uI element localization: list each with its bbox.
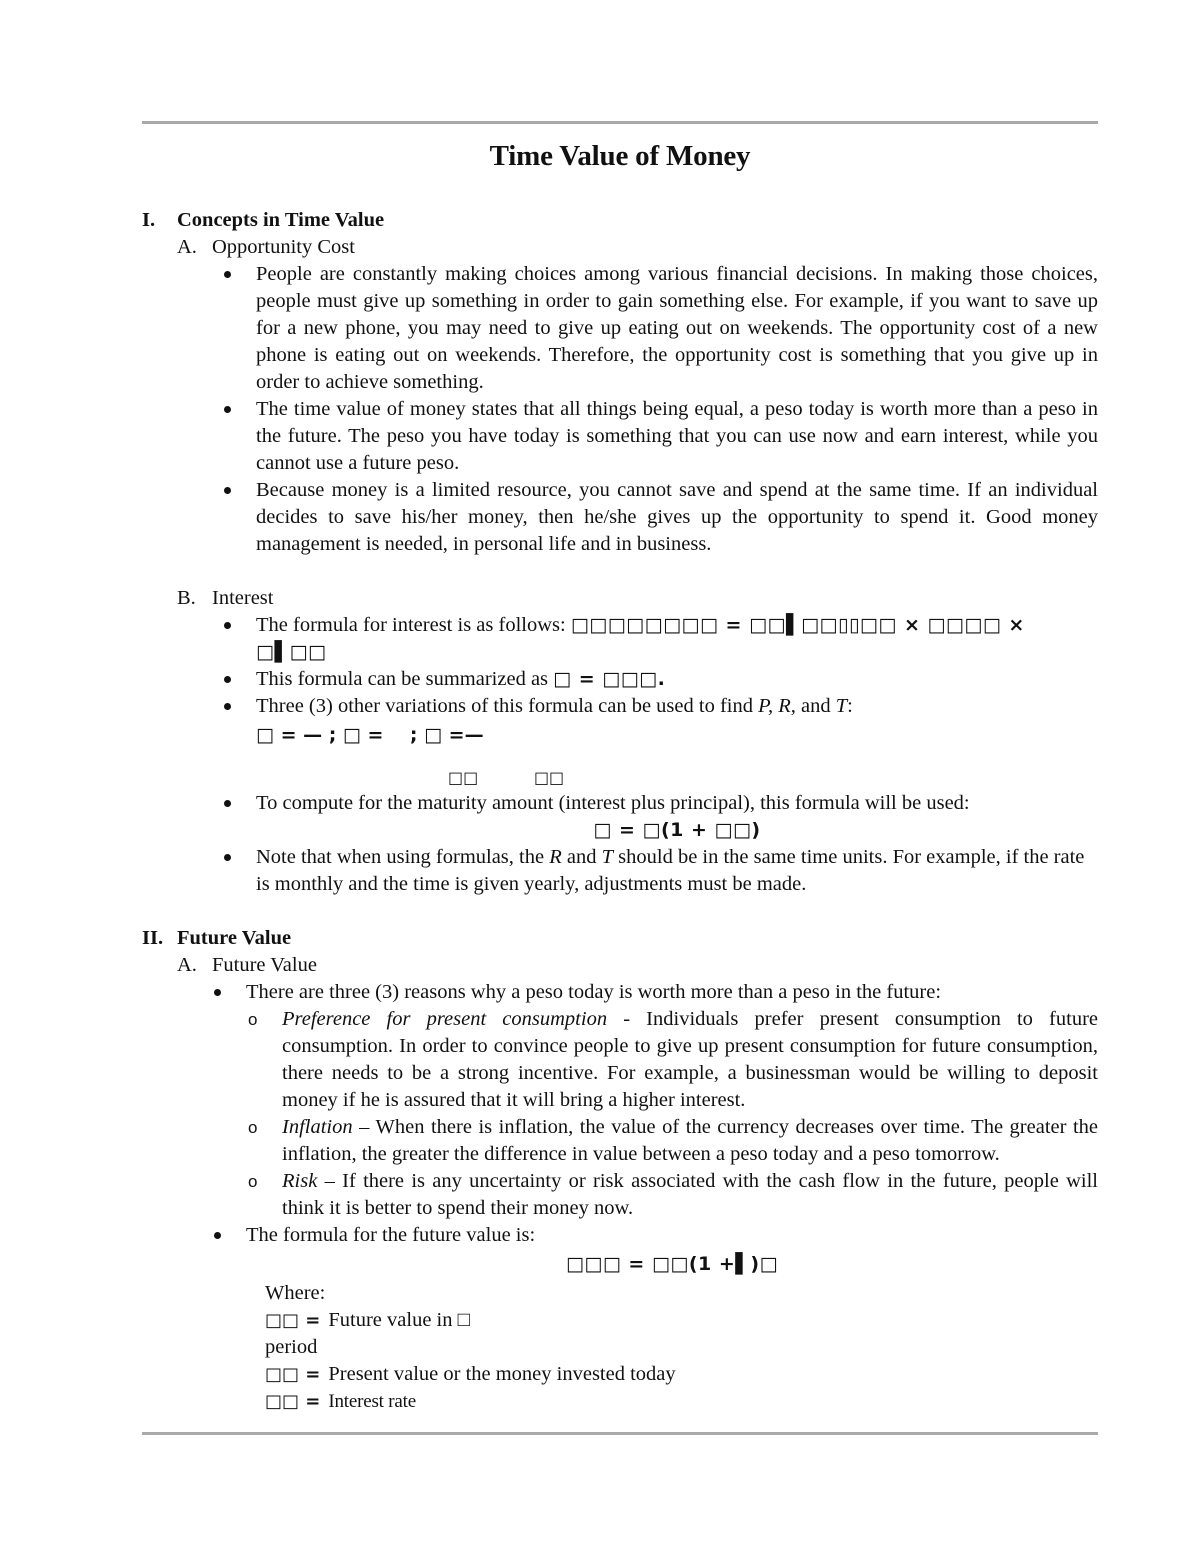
section-1-heading: [142, 207, 1098, 234]
list-item: People are constantly making choices among various financial decisions. In making those choices, people must give up something in order to gain something else. For example, if you want to save up for a new phone, you may need to give up eating out on weekends. The opportunity cost of a new phone is eating out on weekends. Therefore, the opportunity cost is something that you give up in order to achieve something.: [142, 261, 1098, 396]
bottom-rule: [142, 1432, 1098, 1435]
variations-formula: □ = — ; □ = ; □ =—: [256, 724, 484, 746]
note-suffix: should be in the same time units. For example, if the rate is monthly and the time is given yearly, adjustments must be made.: [256, 846, 1085, 895]
note-and: and: [561, 846, 602, 868]
list-item: To compute for the maturity amount (interest plus principal), this formula will be used:: [142, 790, 1098, 817]
note-variable-t: T: [601, 846, 614, 868]
variations-formulas: [142, 720, 1098, 790]
maturity-formula: □ = □(1 + □□): [593, 819, 761, 841]
definition-text: Interest rate: [328, 1391, 416, 1412]
variable-p: P,: [758, 695, 774, 717]
list-item: The formula for the future value is:: [142, 1222, 1098, 1249]
variations-and: and: [795, 695, 836, 717]
subsection-1a-title: Opportunity Cost: [212, 236, 355, 258]
variations-suffix: :: [847, 695, 853, 717]
reason-text: - Individuals prefer present consumption to future consumption. In order to convince people to give up present consumption for future consumption, there needs to be a strong incentive. For example, a businessman would be willing to deposit money if he is assured that it will bring a higher interest.: [282, 1008, 1098, 1111]
definition-text: Future value in □: [328, 1309, 470, 1331]
subsection-1a-letter: A.: [177, 236, 197, 258]
list-item: [142, 1006, 1098, 1114]
document-body: [142, 207, 1098, 1415]
variations-denominators: □□ □□: [448, 768, 565, 787]
interest-list: [142, 612, 1098, 720]
reason-text: – If there is any uncertainty or risk associated with the cash flow in the future, people will think it is better to spend their money now.: [282, 1170, 1098, 1219]
subsection-2a-title: Future Value: [212, 954, 317, 976]
list-item: [142, 693, 1098, 720]
subsection-1b-letter: B.: [177, 587, 196, 609]
variable-r: R,: [778, 695, 796, 717]
definition-row: [265, 1361, 1098, 1388]
subsection-2a-letter: A.: [177, 954, 197, 976]
definition-text: period: [265, 1336, 318, 1358]
reason-term: Risk: [282, 1170, 318, 1192]
definition-symbol: □□ =: [265, 1391, 321, 1412]
variable-t: T: [835, 695, 848, 717]
top-rule: [142, 121, 1098, 124]
definition-symbol: □□ =: [265, 1310, 321, 1331]
section-2-number: II.: [142, 927, 164, 949]
list-item: The time value of money states that all things being equal, a peso today is worth more than a peso in the future. The peso you have today is something that you can use now and earn interest, while you cannot use a future peso.: [142, 396, 1098, 477]
definition-row: [265, 1307, 1098, 1334]
future-value-formula: □□□ = □□(1 +▌)□: [565, 1253, 779, 1275]
section-1-title: Concepts in Time Value: [177, 209, 385, 231]
definition-row: [265, 1334, 1098, 1361]
definition-text: Present value or the money invested today: [328, 1363, 676, 1385]
variations-text: Three (3) other variations of this formula can be used to find: [256, 695, 759, 717]
where-label: Where:: [265, 1282, 326, 1304]
definitions-block: [142, 1280, 1098, 1415]
note-variable-r: R: [549, 846, 562, 868]
future-value-list-continued: [142, 1222, 1098, 1249]
summary-formula: □ = □□□.: [553, 668, 666, 690]
reasons-list: [142, 1006, 1098, 1222]
future-value-list: [142, 979, 1098, 1006]
section-2-title: Future Value: [177, 927, 292, 949]
list-item: [142, 612, 1098, 666]
reason-text: – When there is inflation, the value of the currency decreases over time. The greater the inflation, the greater the difference in value between a peso today and a peso tomorrow.: [282, 1116, 1098, 1165]
list-item: [142, 844, 1098, 898]
section-1-number: I.: [142, 209, 156, 231]
opportunity-cost-list: [142, 261, 1098, 558]
interest-formula-intro: The formula for interest is as follows:: [256, 614, 566, 636]
list-item: [142, 666, 1098, 693]
subsection-2a-heading: [142, 952, 1098, 979]
definition-row: [265, 1388, 1098, 1415]
definition-symbol: □□ =: [265, 1364, 321, 1385]
summary-intro: This formula can be summarized as: [256, 668, 549, 690]
subsection-1a-heading: [142, 234, 1098, 261]
interest-list-continued: [142, 790, 1098, 817]
interest-list-note: [142, 844, 1098, 898]
section-2-heading: [142, 925, 1098, 952]
interest-formula: □□□□□□□□ = □□▌□□▯▯□□ × □□□□ × □▌□□: [256, 614, 1025, 663]
note-text: Note that when using formulas, the: [256, 846, 550, 868]
subsection-1b-heading: [142, 585, 1098, 612]
reason-term: Preference for present consumption: [282, 1008, 608, 1030]
reason-term: Inflation: [282, 1116, 353, 1138]
page-title: Time Value of Money: [489, 140, 751, 172]
list-item: There are three (3) reasons why a peso today is worth more than a peso in the future:: [142, 979, 1098, 1006]
list-item: [142, 1168, 1098, 1222]
subsection-1b-title: Interest: [212, 587, 274, 609]
list-item: Because money is a limited resource, you cannot save and spend at the same time. If an individual decides to save his/her money, then he/she gives up the opportunity to spend it. Good money management is needed, in personal life and in business.: [142, 477, 1098, 558]
list-item: [142, 1114, 1098, 1168]
